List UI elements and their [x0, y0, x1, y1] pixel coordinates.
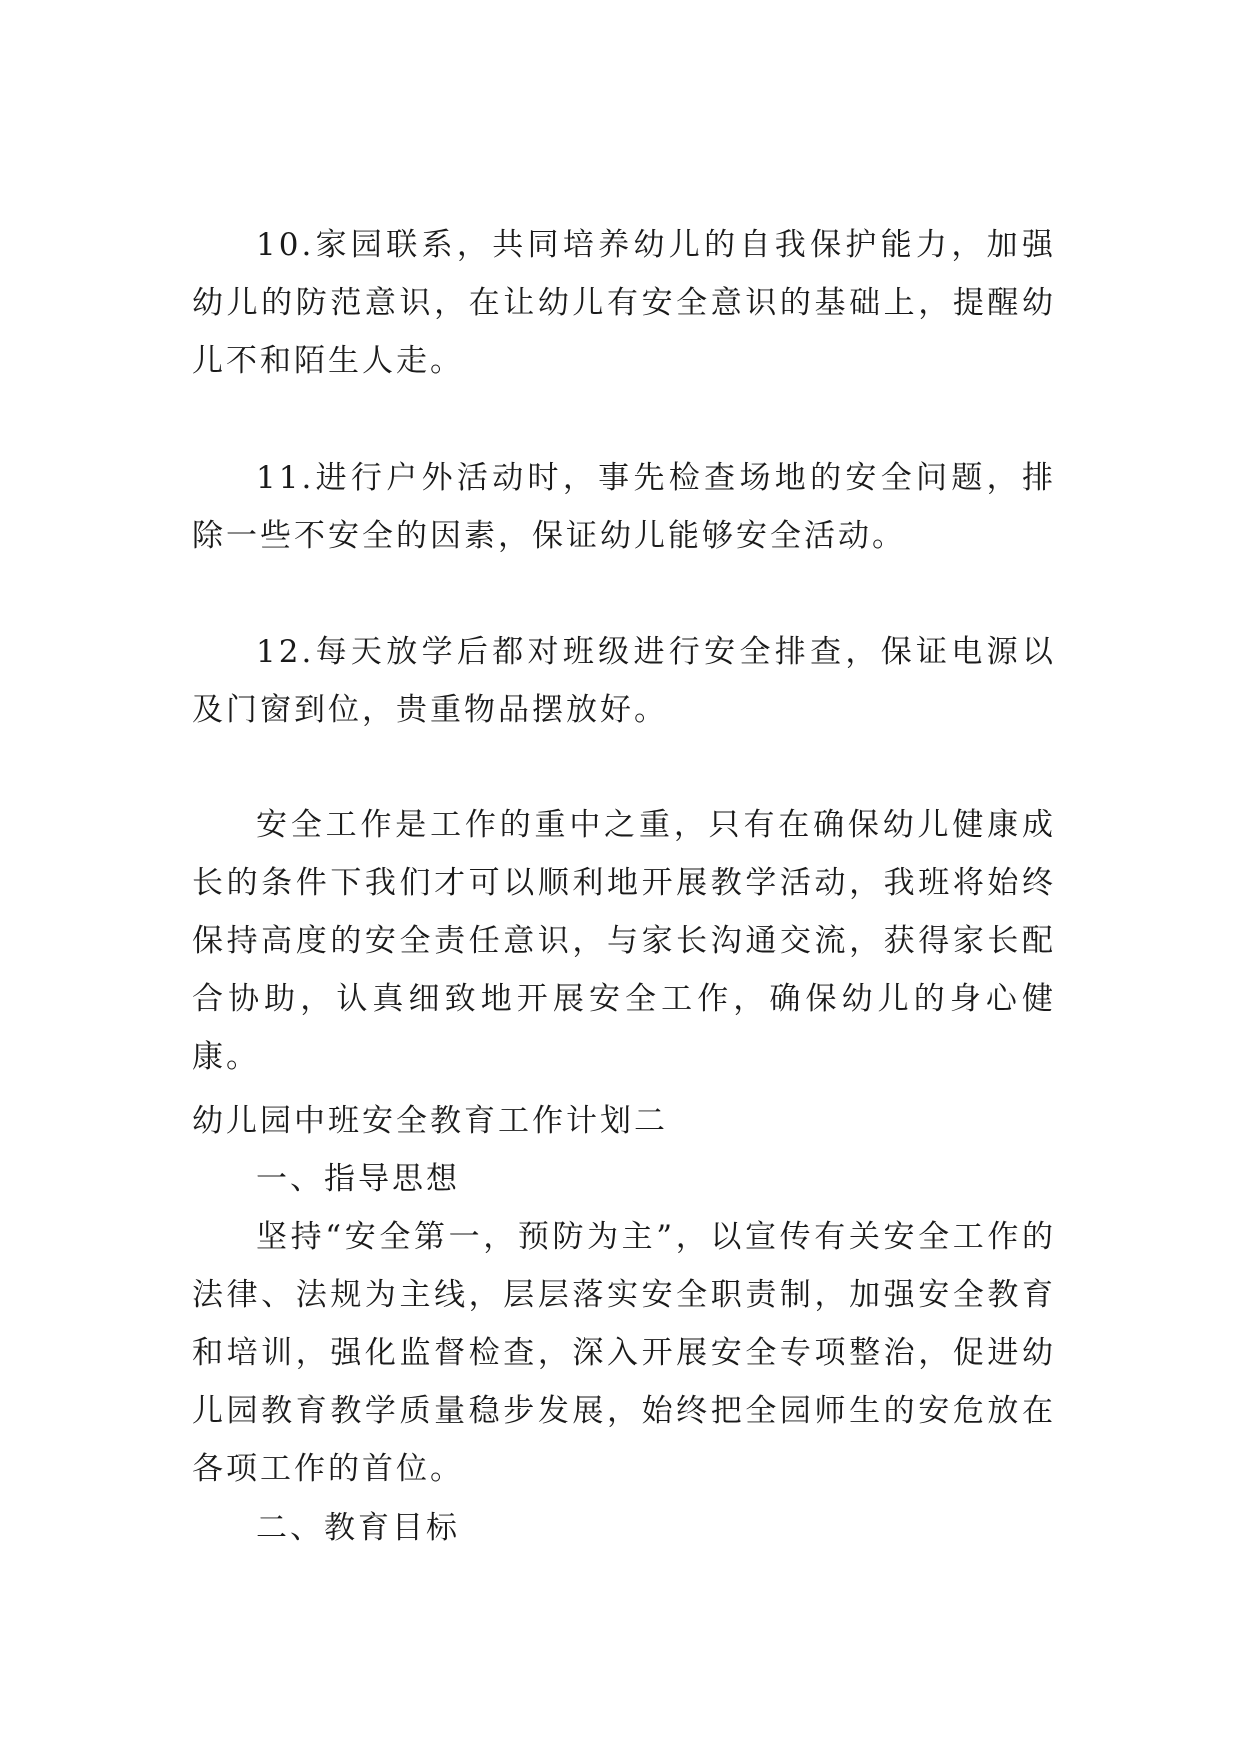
section-heading-guiding-thought: 一、指导思想: [256, 1161, 460, 1197]
paragraph-summary: 安全工作是工作的重中之重，只有在确保幼儿健康成长的条件下我们才可以顺利地开展教学活动，我班将始终保持高度的安全责任意识，与家长沟通交流，获得家长配合协助，认真细致地开展安全工作，确保幼儿的身心健康。: [192, 807, 1056, 1075]
paragraph-item-11: 11.进行户外活动时，事先检查场地的安全问题，排除一些不安全的因素，保证幼儿能够安全活动。: [192, 460, 1056, 554]
section-title: 幼儿园中班安全教育工作计划二: [192, 1103, 668, 1139]
paragraph-item-10: 10.家园联系，共同培养幼儿的自我保护能力，加强幼儿的防范意识，在让幼儿有安全意识的基础上，提醒幼儿不和陌生人走。: [192, 227, 1056, 379]
section-heading-education-goals: 二、教育目标: [256, 1510, 460, 1546]
paragraph-item-12: 12.每天放学后都对班级进行安全排查，保证电源以及门窗到位，贵重物品摆放好。: [192, 634, 1056, 728]
paragraph-guiding-thought: 坚持“安全第一，预防为主”，以宣传有关安全工作的法律、法规为主线，层层落实安全职责制，加强安全教育和培训，强化监督检查，深入开展安全专项整治，促进幼儿园教育教学质量稳步发展，始终把全园师生的安危放在各项工作的首位。: [192, 1219, 1056, 1487]
